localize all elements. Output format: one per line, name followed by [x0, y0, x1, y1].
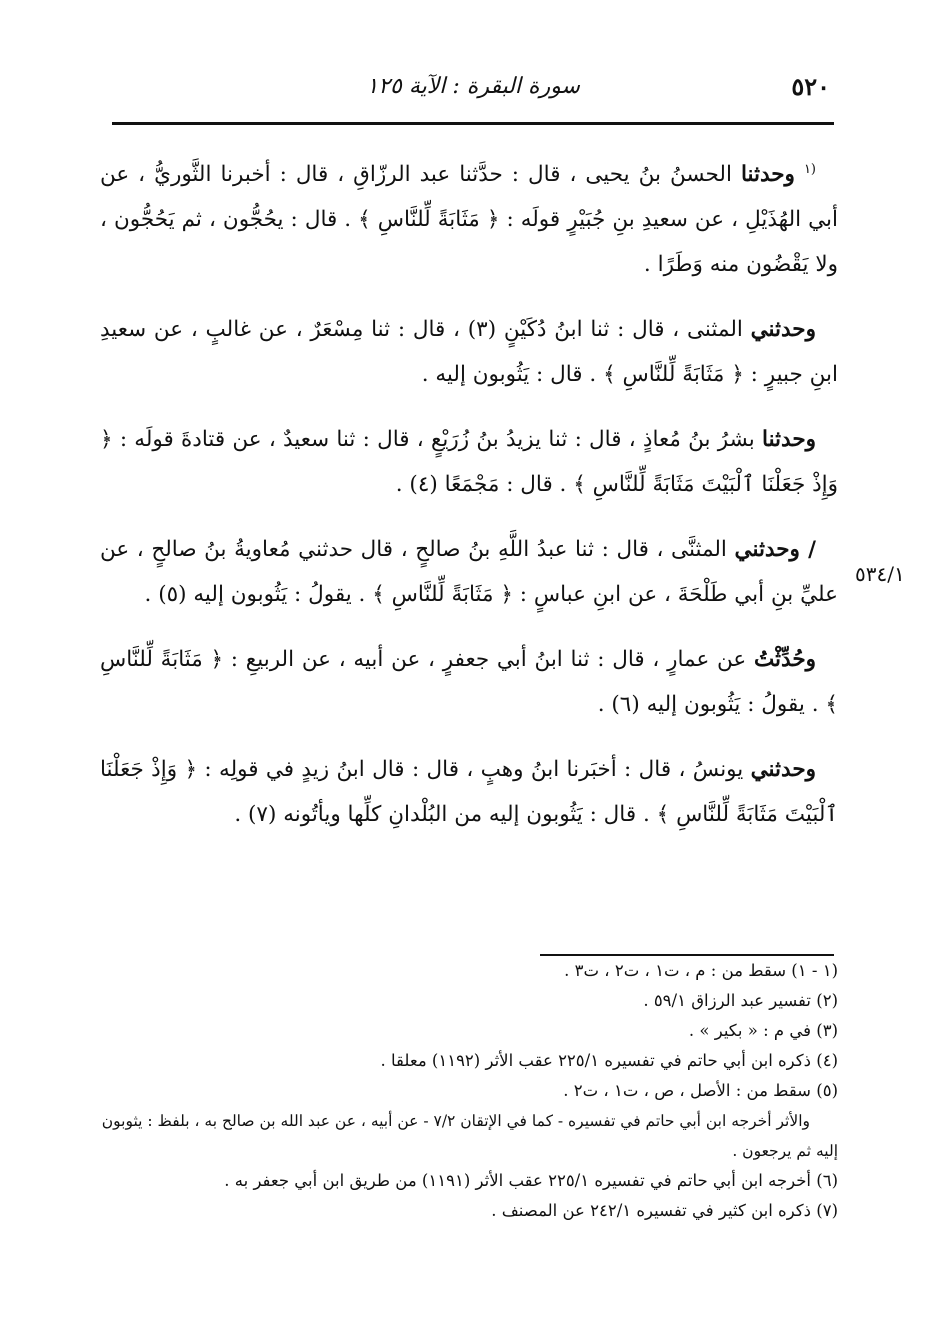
paragraph — [100, 152, 838, 287]
page-header — [110, 66, 830, 110]
paragraph-text: عن عمارٍ ، قال : ثنا ابنُ أبي جعفرٍ ، عن أبيه ، عن الربيعِ : ﴿ مَثَابَةً لِّلنَّاسِ ﴾ . يقولُ : يَثُوبون إليه (٦) . — [100, 647, 838, 717]
paragraph-text: بشرُ بنُ مُعاذٍ ، قال : ثنا يزيدُ بنُ زُرَيْعٍ ، قال : ثنا سعيدٌ ، عن قتادةَ قولَه : ﴿ وَإِذْ جَعَلْنَا ٱلْبَيْتَ مَثَابَةً لِّلنَّاسِ ﴾ . قال : مَجْمَعًا (٤) . — [100, 427, 838, 497]
footnote: (٥) سقط من : الأصل ، ص ، ت١ ، ت٢ . — [563, 1081, 838, 1100]
footnote: (٢) تفسير عبد الرزاق ٥٩/١ . — [643, 991, 838, 1010]
paragraph-text: يونسُ ، قال : أخبَرنا ابنُ وهبٍ ، قال : قال ابنُ زيدٍ في قولِه : ﴿ وَإِذْ جَعَلْنَا ٱلْبَيْتَ مَثَابَةً لِّلنَّاسِ ﴾ . قال : يَثُوبون إليه من البُلْدانِ كلِّها ويأتُونه (٧) . — [100, 757, 838, 827]
margin-reference: ٥٣٤/١ — [855, 562, 905, 586]
paragraph-text: الحسنُ بنُ يحيى ، قال : حدَّثنا عبد الرزّاقِ ، قال : أخبرنا الثَّوريُّ ، عن أبي الهُذَيْلِ ، عن سعيدِ بنِ جُبَيْرٍ قولَه : ﴿ مَثَابَةً لِّلنَّاسِ ﴾ . قال : يحُجُّون ، ثم يَحُجُّون ، ولا يَقْضُون منه وَطَرًا . — [100, 162, 838, 277]
paragraph-text: المثنى ، قال : ثنا ابنُ دُكَيْنٍ (٣) ، قال : ثنا مِسْعَرٌ ، عن غالبٍ ، عن سعيدِ ابنِ جبيرٍ : ﴿ مَثَابَةً لِّلنَّاسِ ﴾ . قال : يَثُوبون إليه . — [100, 317, 838, 387]
paragraph — [100, 417, 838, 507]
narration-lead: وحدثني — [750, 317, 816, 342]
footnotes — [100, 956, 838, 1226]
footnote: (٤) ذكره ابن أبي حاتم في تفسيره ٢٢٥/١ عقب الأثر (١١٩٢) معلقا . — [380, 1051, 838, 1070]
footnote-continuation: والأثر أخرجه ابن أبي حاتم في تفسيره - كما في الإتقان ٧/٢ - عن أبيه ، عن عبد الله بن صالح به ، بلفظ : يثوبون إليه ثم يرجعون . — [101, 1112, 838, 1160]
narration-lead: وحدثنا — [740, 162, 795, 187]
footnote: (٣) في م : « بكير » . — [688, 1021, 838, 1040]
footnote-marker: (١ — [803, 161, 816, 177]
narration-lead: وحُدِّثْتُ — [753, 647, 816, 672]
footnote: (١ - ١) سقط من : م ، ت١ ، ت٢ ، ت٣ . — [564, 961, 838, 980]
paragraph — [100, 527, 838, 617]
narration-lead: وحدثنا — [762, 427, 816, 452]
header-rule — [112, 122, 834, 125]
paragraph — [100, 747, 838, 837]
paragraph-text: المثنَّى ، قال : ثنا عبدُ اللَّهِ بنُ صالحٍ ، قال حدثني مُعاويةُ بنُ صالحٍ ، عن عليِّ بنِ أبي طَلْحَةَ ، عن ابنِ عباسٍ : ﴿ مَثَابَةً لِّلنَّاسِ ﴾ . يقولُ : يَثُوبون إليه (٥) . — [100, 537, 838, 607]
paragraph — [100, 637, 838, 727]
running-title: سورة البقرة : الآية ١٢٥ — [366, 74, 580, 99]
narration-lead: / وحدثني — [734, 537, 816, 562]
footnote: (٦) أخرجه ابن أبي حاتم في تفسيره ٢٢٥/١ عقب الأثر (١١٩١) من طريق ابن أبي جعفر به . — [224, 1171, 838, 1190]
page-number: ٥٢٠ — [791, 72, 830, 101]
narration-lead: وحدثني — [750, 757, 816, 782]
footnote: (٧) ذكره ابن كثير في تفسيره ٢٤٢/١ عن المصنف . — [491, 1201, 838, 1220]
main-text — [100, 152, 838, 857]
paragraph — [100, 307, 838, 397]
